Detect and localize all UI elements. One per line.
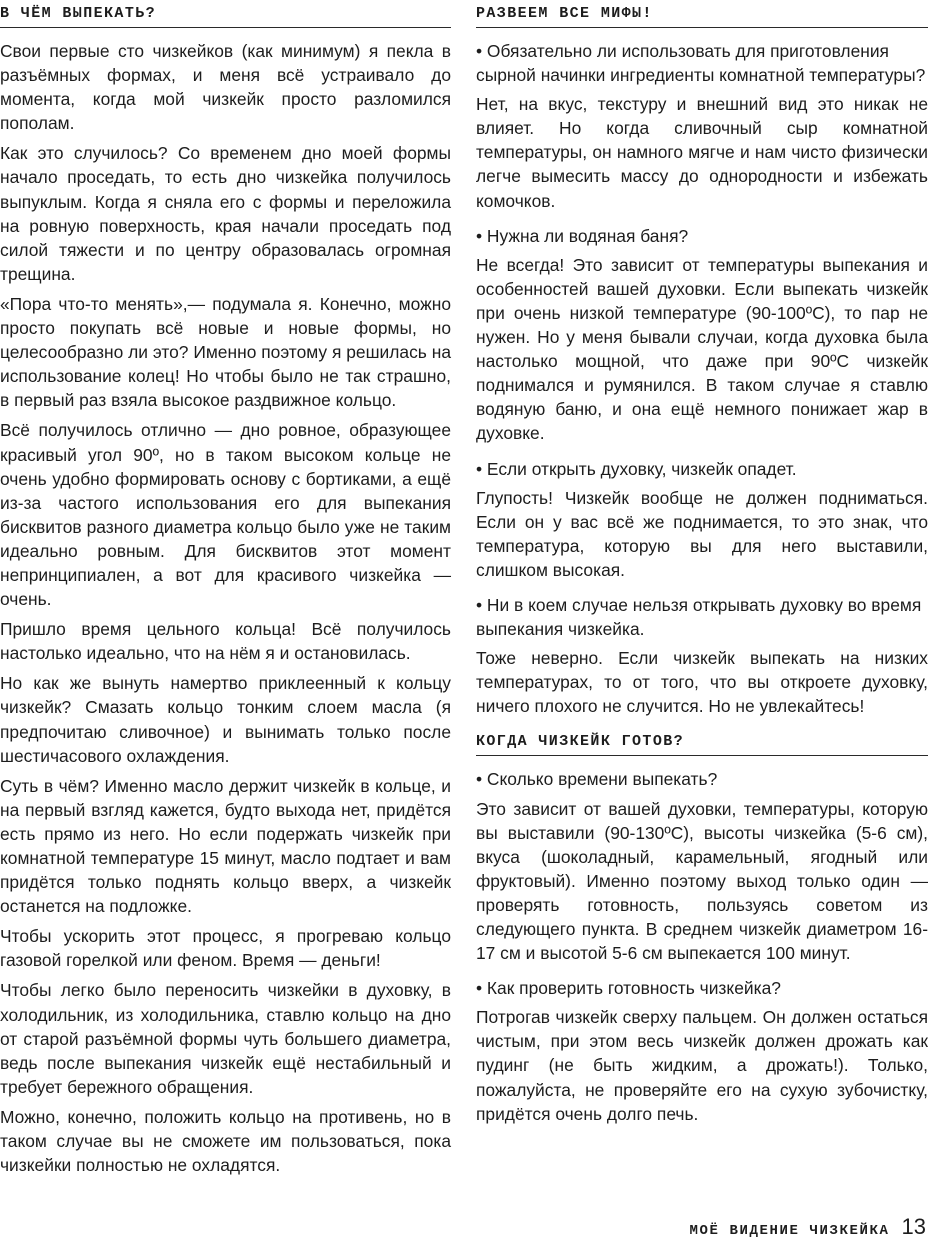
left-column xyxy=(0,0,451,1183)
readiness-answer: Потрогав чизкейк сверху пальцем. Он должен остаться чистым, при этом весь чизкейк должен дрожать как пудинг (не быть жидким, а дрожать!). Только, пожалуйста, не проверяйте его на сухую зубочистку, придётся очень долго печь. xyxy=(476,1007,928,1124)
myth-answer: Тоже неверно. Если чизкейк выпекать на низких температурах, то от того, что вы откроете духовку, ничего плохого не случится. Но не увлекайтесь! xyxy=(476,648,928,717)
paragraph: Чтобы легко было переносить чизкейки в духовку, в холодильник, из холодильника, ставлю кольцо на дно от старой разъёмной формы чуть большего диаметра, ведь после выпекания чизкейк ещё нестабильный и требует бережного обращения. xyxy=(0,980,451,1097)
paragraph: Свои первые сто чизкейков (как минимум) я пекла в разъёмных формах, и меня всё устраивало до момента, когда мой чизкейк просто разломился пополам. xyxy=(0,41,451,134)
myth-question: • Если открыть духовку, чизкейк опадет. xyxy=(476,457,928,481)
readiness-question: • Сколько времени выпекать? xyxy=(476,767,928,791)
paragraph: Можно, конечно, положить кольцо на противень, но в таком случае вы не сможете им пользоваться, пока чизкейки полностью не охладятся. xyxy=(0,1106,451,1176)
page-number: 13 xyxy=(901,1214,926,1239)
paragraph: Чтобы ускорить этот процесс, я прогреваю кольцо газовой горелкой или феном. Время — деньги! xyxy=(0,926,451,971)
page-footer xyxy=(689,1214,926,1240)
myth-question: • Обязательно ли использовать для приготовления сырной начинки ингредиенты комнатной температуры? xyxy=(476,39,928,87)
paragraph: Пришло время цельного кольца! Всё получилось настолько идеально, что на нём я и остановилась. xyxy=(0,619,451,664)
paragraph: Всё получилось отлично — дно ровное, образующее красивый угол 90º, но в таком высоком кольце не очень удобно формировать основу с бортиками, а ещё из-за частого использования его для выпекания бисквитов разного диаметра кольцо было уже не таким идеально ровным. Для бисквитов этот момент непринципиален, а вот для красивого чизкейка — очень. xyxy=(0,420,451,610)
readiness-question: • Как проверить готовность чизкейка? xyxy=(476,976,928,1000)
myth-answer: Нет, на вкус, текстуру и внешний вид это никак не влияет. Но когда сливочный сыр комнатной температуры, он намного мягче и нам чисто физически легче вымесить массу до однородности и избежать комочков. xyxy=(476,94,928,211)
section-heading-myths: РАЗВЕЕМ ВСЕ МИФЫ! xyxy=(476,0,928,28)
section-heading-baking-form: В ЧЁМ ВЫПЕКАТЬ? xyxy=(0,0,451,28)
paragraph: Суть в чём? Именно масло держит чизкейк в кольце, и на первый взгляд кажется, будто выхода нет, придётся есть прямо из него. Но если подержать чизкейк при комнатной температуре 15 минут, масло подтает и вам придётся только поднять кольцо вверх, а чизкейк останется на подложке. xyxy=(0,775,451,917)
readiness-answer: Это зависит от вашей духовки, температуры, которую вы выставили (90-130ºC), высоты чизкейка (5-6 см), вкуса (шоколадный, карамельный, ягодный или фруктовый). Именно поэтому выход только один — проверять готовность, пользуясь советом из следующего пункта. В среднем чизкейк диаметром 16-17 см и высотой 5-6 см выпекается 100 минут. xyxy=(476,798,928,964)
paragraph: «Пора что-то менять»,— подумала я. Конечно, можно просто покупать всё новые и новые формы, но целесообразно ли это? Именно поэтому я решилась на использование колец! Но чтобы было не так страшно, в первый раз взяла высокое раздвижное кольцо. xyxy=(0,293,451,411)
right-column xyxy=(476,0,928,1132)
paragraph: Но как же вынуть намертво приклеенный к кольцу чизкейк? Смазать кольцо тонким слоем масла (я предпочитаю сливочное) и вынимать только после шестичасового охлаждения. xyxy=(0,673,451,766)
section-heading-readiness: КОГДА ЧИЗКЕЙК ГОТОВ? xyxy=(476,728,928,756)
myth-answer: Глупость! Чизкейк вообще не должен подниматься. Если он у вас всё же поднимается, то это знак, что температура, которую вы для него выставили, слишком высокая. xyxy=(476,487,928,580)
myth-question: • Ни в коем случае нельзя открывать духовку во время выпекания чизкейка. xyxy=(476,593,928,641)
myth-answer: Не всегда! Это зависит от температуры выпекания и особенностей вашей духовки. Если выпекать чизкейк при очень низкой температуре (90-100ºC), то пар не нужен. Но у меня бывали случаи, когда духовка была настолько мощной, что даже при 90ºC чизкейк поднимался и румянился. В таком случае я ставлю водяную баню, и она ещё немного понижает жар в духовке. xyxy=(476,254,928,444)
running-title: МОЁ ВИДЕНИЕ ЧИЗКЕЙКА xyxy=(689,1223,890,1239)
paragraph: Как это случилось? Со временем дно моей формы начало проседать, то есть дно чизкейка получилось выпуклым. Когда я сняла его с формы и переложила на ровную поверхность, края начали проседать под силой тяжести и по центру образовалась огромная трещина. xyxy=(0,143,451,284)
myth-question: • Нужна ли водяная баня? xyxy=(476,224,928,248)
